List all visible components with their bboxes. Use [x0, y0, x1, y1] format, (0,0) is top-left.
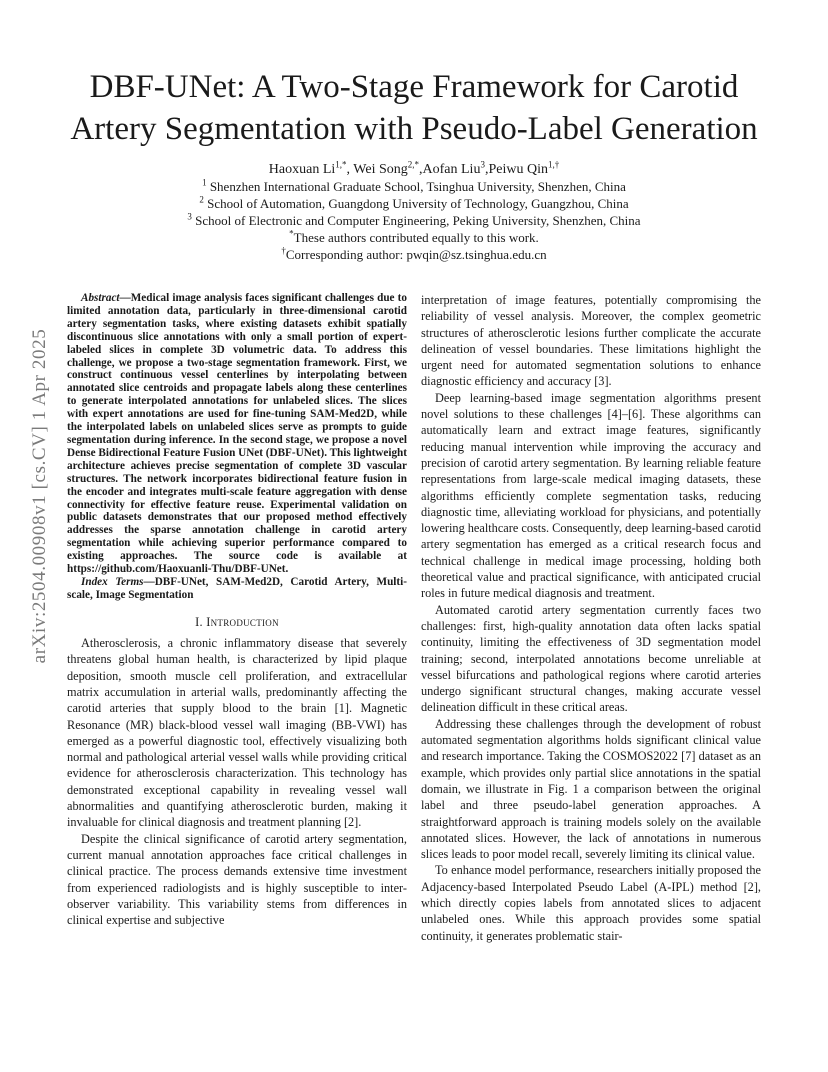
title-line-1: DBF-UNet: A Two-Stage Framework for Carotid: [89, 69, 739, 105]
paragraph: interpretation of image features, potentially compromising the reliability of vessel analysis. Moreover, the complex geometric structures of atherosclerotic lesions further complicate the accurate delineation of vessel boundaries. These limitations highlight the urgent need for automated segmentation solutions to enhance diagnostic efficiency and accuracy [3].: [421, 293, 761, 389]
abstract: Abstract—Medical image analysis faces significant challenges due to limited annotation data, particularly in three-dimensional carotid artery segmentation tasks, where existing datasets exhibit spatially discontinuous slice annotations with only a small portion of expert-labeled slices in complete 3D volumetric data. To address this challenge, we propose a two-stage segmentation framework. First, we construct continuous vessel centerlines by interpolating between annotated slice centroids and propagate labels along these centerlines to generate interpolated annotations for unlabeled slices. The slices with expert annotations are used for fine-tuning SAM-Med2D, while the interpolated labels on unlabeled slices serve as prompts to guide segmentation during inference. In the second stage, we propose a novel Dense Bidirectional Feature Fusion UNet (DBF-UNet). This lightweight architecture achieves precise segmentation of complete 3D vascular structures. The network incorporates bidirectional feature fusion in the encoder and integrates multi-scale feature aggregation with dense connectivity for effective feature reuse. Experimental validation on public datasets demonstrates that our proposed method effectively addresses the sparse annotation challenge in carotid artery segmentation while achieving superior performance compared to existing approaches. The source code is available at https://github.com/Haoxuanli-Thu/DBF-UNet.: [67, 292, 407, 576]
corresponding-author-note: †Corresponding author: pwqin@sz.tsinghua.edu.cn: [281, 245, 547, 262]
author-names: Haoxuan $Li^{1,*}$, Wei Song$^{2,*}$,Aofan Liu$^3$,Peiwu Qin$^{1,\dagger}$: [268, 159, 560, 177]
index-terms: Index Terms—DBF-UNet, SAM-Med2D, Carotid Artery, Multi-scale, Image Segmentation: [67, 575, 407, 601]
right-column: [421, 292, 761, 944]
paragraph: Atherosclerosis, a chronic inflammatory disease that severely threatens global human health, is characterized by lipid plaque deposition, smooth muscle cell proliferation, and extracellular matrix accumulation in arterial walls, predominantly affecting the carotid arteries that supply blood to the brain [1]. Magnetic Resonance (MR) black-blood vessel wall imaging (BB-VWI) has emerged as a powerful diagnostic tool, effectively visualizing both normal and pathological arterial vessel walls while providing critical evidence for atherosclerosis characterization. This technology has demonstrated exceptional capability in revealing vessel wall abnormalities and quantifying atherosclerotic burden, making it invaluable for clinical diagnosis and treatment planning [2].: [67, 636, 407, 830]
author-1: Haoxuan Li: [268, 162, 336, 177]
paragraph: Automated carotid artery segmentation currently faces two challenges: first, high-quality annotation data often lacks spatial continuity, limiting the effectiveness of 3D segmentation model training; second, interpolated annotations become unreliable at vessel bifurcations and pathological regions where carotid arteries undergo significant structural changes, making accurate vessel delineation difficult in these critical areas.: [421, 602, 761, 715]
author-2: Wei Song: [353, 162, 408, 177]
paragraph: To enhance model performance, researchers initially proposed the Adjacency-based Interpolated Pseudo Label (A-IPL) method [2], which directly copies labels from annotated slices to adjacent unlabeled ones. While this approach provides some spatial continuity, it generates problematic stair-: [421, 863, 761, 943]
affiliation-1: $^1$ Shenzhen International Graduate School, Tsinghua University, Shenzhen, China: [202, 177, 626, 194]
title-line-2: Artery Segmentation with Pseudo-Label Generation: [70, 111, 758, 147]
equal-contribution-note: *These authors contributed equally to this work.: [289, 228, 539, 245]
arxiv-stamp: arXiv:2504.00908v1 [cs.CV] 1 Apr 2025: [29, 328, 50, 664]
author-3: Aofan Liu: [422, 162, 481, 177]
paragraph: Deep learning-based image segmentation algorithms present novel solutions to these challenges [4]–[6]. These algorithms can automatically learn and extract image features, significantly reducing manual intervention while improving the accuracy and precision of carotid artery segmentation. By learning reliable feature representations from large-scale medical imaging datasets, these algorithms efficiently complete segmentation tasks, reducing diagnostic time, alleviating workload for physicians, and potentially lowering healthcare costs. Consequently, deep learning-based carotid artery segmentation has emerged as a critical research focus and technical challenge in medical image processing, holding both theoretical value and practical significance, with anticipated crucial roles in future medical diagnosis and treatment.: [421, 390, 761, 601]
paragraph: Addressing these challenges through the development of robust automated segmentation algorithms holds significant clinical value and research importance. Taking the COSMOS2022 [7] dataset as an example, which provides only partial slice annotations in the spatial domain, we illustrate in Fig. 1 a comparison between the original label and three pseudo-label generation approaches. A straightforward approach is training models solely on the available annotated slices. However, the lack of annotations in numerous slices leads to poor model recall, severely limiting its clinical value.: [421, 716, 761, 862]
affiliation-2: $^2$ School of Automation, Guangdong University of Technology, Guangzhou, China: [199, 194, 629, 211]
author-block: [40, 161, 788, 263]
author-4: Peiwu Qin: [488, 162, 548, 177]
left-column: [67, 292, 407, 928]
affiliation-3: $^3$ School of Electronic and Computer Engineering, Peking University, Shenzhen, China: [187, 211, 641, 228]
section-heading-introduction: I. Introduction: [195, 614, 279, 629]
paper-title: [40, 66, 788, 150]
paragraph: Despite the clinical significance of carotid artery segmentation, current manual annotation approaches face critical challenges in clinical practice. The process demands extensive time investment from experienced radiologists and is highly susceptible to inter-observer variability. This variability stems from differences in clinical expertise and subjective: [67, 831, 407, 928]
